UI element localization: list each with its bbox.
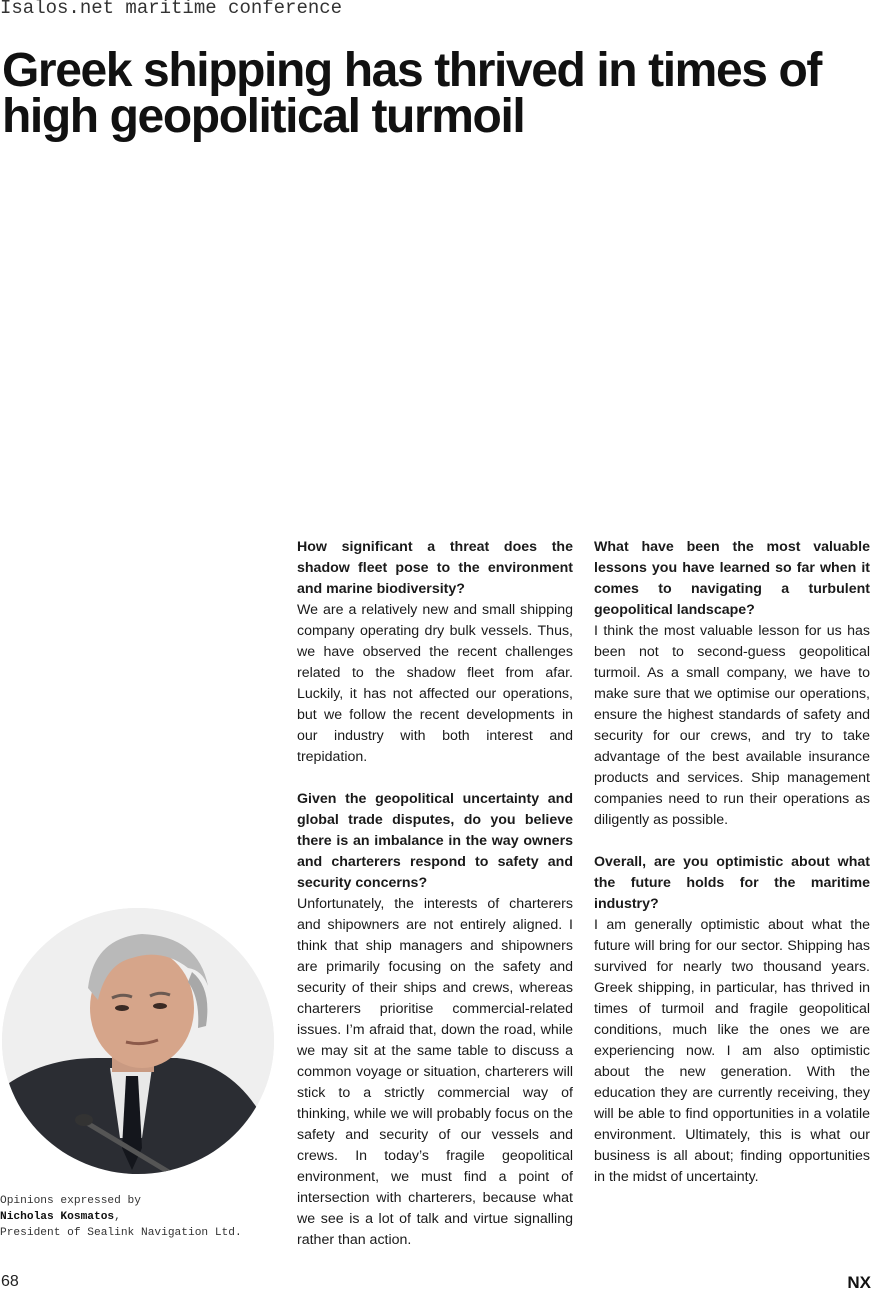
portrait-illustration [2, 908, 274, 1174]
photo-caption [0, 1193, 242, 1241]
interview-answer: Unfortunately, the interests of charterers and shipowners are not entirely aligned. I think that ship managers and shipowners are primarily focusing on the safety and security of their ships and crews, whereas charterers prioritise commercial-related issues. I’m afraid that, down the road, while we may sit at the same table to discuss a common voyage or situation, charterers will stick to a strictly commercial way of thinking, while we will probably focus on the safety and security of our vessels and crews. In today’s fragile geopolitical environment, we must find a point of intersection with charterers, because what we see is a lot of talk and virtue signalling rather than action. [297, 896, 573, 1248]
interviewee-name: Nicholas Kosmatos [0, 1211, 115, 1223]
magazine-logo: NX [847, 1273, 871, 1292]
qa-block [594, 852, 870, 1188]
page-number: 68 [1, 1273, 19, 1290]
article-title: Greek shipping has thrived in times of high geopolitical turmoil [2, 44, 821, 143]
article-column-1 [297, 537, 573, 1272]
portrait-photo [2, 908, 274, 1174]
qa-block [594, 537, 870, 831]
section-kicker: Isalos.net maritime conference [0, 0, 343, 19]
interview-question: What have been the most valuable lessons you have learned so far when it comes to navigating a turbulent geopolitical landscape? [594, 539, 870, 618]
article-column-2 [594, 537, 870, 1209]
interview-question: How significant a threat does the shadow fleet pose to the environment and marine biodiversity? [297, 539, 573, 597]
interview-answer: I am generally optimistic about what the future will bring for our sector. Shipping has survived for nearly two thousand years. Greek shipping, in particular, has thrived in times of turmoil and fragile geopolitical conditions, much like the ones we are experiencing now. I am also optimistic about the new generation. With the education they are currently receiving, they will be able to find opportunities in a volatile environment. Ultimately, this is what our business is all about; finding opportunities in the midst of uncertainty. [594, 917, 870, 1185]
interview-question: Overall, are you optimistic about what the future holds for the maritime industry? [594, 854, 870, 912]
qa-block [297, 789, 573, 1251]
interview-answer: We are a relatively new and small shipping company operating dry bulk vessels. Thus, we have observed the recent challenges related to the shadow fleet from afar. Luckily, it has not affected our operations, but we follow the recent developments in our industry with both interest and trepidation. [297, 602, 573, 765]
caption-intro: Opinions expressed by [0, 1195, 141, 1207]
caption-name-suffix: , [114, 1211, 121, 1223]
interview-question: Given the geopolitical uncertainty and global trade disputes, do you believe there is an imbalance in the way owners and charterers respond to safety and security concerns? [297, 791, 573, 891]
qa-block [297, 537, 573, 768]
interview-answer: I think the most valuable lesson for us has been not to second-guess geopolitical turmoil. As a small company, we have to make sure that we optimise our operations, ensure the highest standards of safety and security for our crews, and try to take advantage of the best available insurance products and services. Ship management companies need to run their operations as diligently as possible. [594, 623, 870, 828]
interviewee-title: President of Sealink Navigation Ltd. [0, 1227, 242, 1239]
caption-name-line [0, 1209, 242, 1225]
